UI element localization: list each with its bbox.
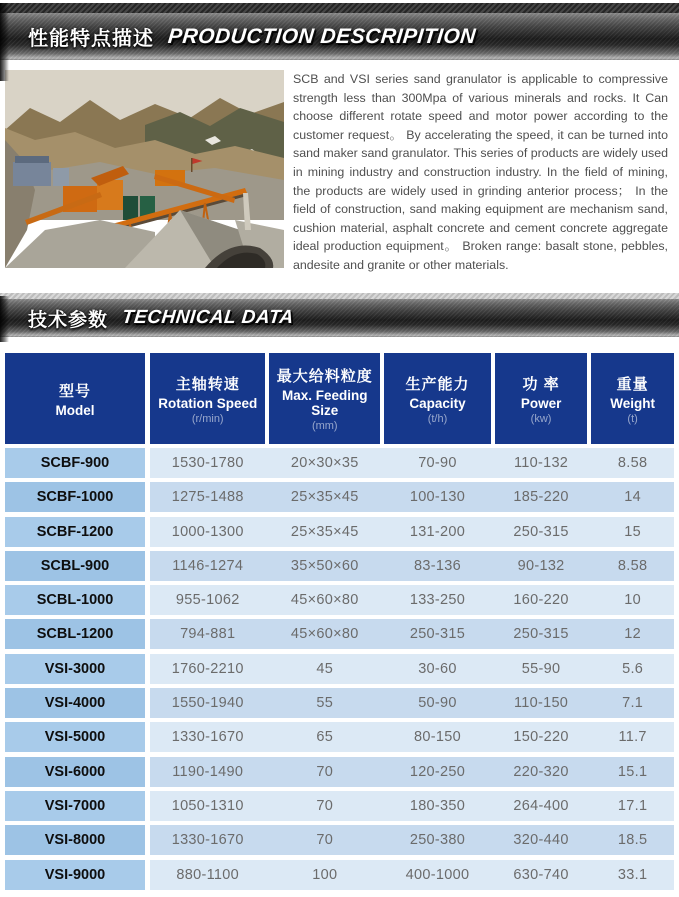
header-cell-model [5, 353, 145, 444]
value-cell: 50-90 [418, 695, 457, 712]
table-row [5, 448, 674, 478]
intro-section [0, 68, 679, 293]
page-edge-shadow-top [0, 3, 9, 81]
value-cell: 70 [316, 832, 334, 849]
value-cell: 100-130 [409, 489, 466, 506]
value-cell: 110-132 [513, 455, 569, 471]
row-values [150, 619, 674, 649]
value-cell: 45 [316, 660, 334, 677]
value-cell: 8.58 [617, 557, 648, 574]
value-cell: 65 [316, 729, 334, 746]
banner-title-english: PRODUCTION DESCRIPITION [166, 24, 478, 48]
model-cell: VSI-3000 [5, 654, 145, 684]
value-cell: 8.58 [617, 455, 648, 471]
value-cell: 70 [316, 763, 334, 780]
value-cell: 12 [624, 626, 641, 643]
model-cell: VSI-7000 [5, 791, 145, 821]
row-values [150, 551, 674, 581]
table-row [5, 860, 674, 890]
header-cell-capacity [384, 353, 491, 444]
value-cell: 83-136 [414, 557, 461, 574]
value-cell: 18.5 [617, 832, 648, 849]
header-en: Weight [610, 395, 655, 411]
value-cell: 11.7 [618, 729, 647, 746]
value-cell: 955-1062 [175, 592, 240, 609]
row-values [150, 757, 674, 787]
model-cell: VSI-4000 [5, 688, 145, 718]
value-cell: 35×50×60 [290, 557, 359, 574]
value-cell: 160-220 [513, 592, 569, 609]
value-cell: 185-220 [513, 489, 569, 506]
quarry-photo-illustration [5, 70, 284, 268]
header-subgrid [150, 353, 674, 444]
model-cell: SCBL-1000 [5, 585, 145, 615]
value-cell: 264-400 [513, 797, 569, 814]
header-zh: 主轴转速 [175, 375, 240, 393]
value-cell: 110-150 [513, 695, 569, 712]
value-cell: 90-132 [517, 557, 565, 574]
header-unit: (t) [627, 412, 638, 425]
value-cell: 1000-1300 [171, 523, 244, 540]
model-cell: SCBF-1200 [5, 517, 145, 547]
value-cell: 1550-1940 [171, 695, 244, 712]
production-description-banner [0, 3, 679, 60]
value-cell: 250-380 [409, 832, 466, 849]
value-cell: 320-440 [513, 832, 569, 849]
header-cell-power [495, 353, 587, 444]
value-cell: 10 [624, 592, 641, 609]
value-cell: 7.1 [622, 695, 644, 712]
value-cell: 20×30×35 [290, 455, 359, 471]
value-cell: 33.1 [617, 866, 648, 883]
value-cell: 80-150 [414, 729, 461, 746]
table-row [5, 551, 674, 581]
value-cell: 1050-1310 [171, 797, 244, 814]
table-row [5, 825, 674, 855]
header-en: Model [55, 402, 95, 418]
header-unit: (mm) [311, 420, 338, 432]
value-cell: 131-200 [409, 523, 466, 540]
row-values [150, 517, 674, 547]
value-cell: 45×60×80 [290, 626, 359, 643]
banner-bar [0, 299, 679, 337]
banner-bar [0, 13, 679, 60]
value-cell: 1530-1780 [171, 455, 244, 471]
header-zh: 生产能力 [405, 375, 470, 393]
value-cell: 70 [316, 797, 334, 814]
value-cell: 15 [624, 523, 641, 540]
row-values [150, 722, 674, 752]
table-body [5, 448, 674, 890]
header-unit: (kw) [530, 412, 552, 425]
value-cell: 1760-2210 [171, 660, 244, 677]
value-cell: 880-1100 [176, 866, 240, 883]
value-cell: 250-315 [513, 523, 569, 540]
model-cell: VSI-6000 [5, 757, 145, 787]
header-cell-rotation-speed [150, 353, 265, 444]
value-cell: 25×35×45 [290, 523, 359, 540]
row-values [150, 860, 674, 890]
value-cell: 150-220 [513, 729, 569, 746]
row-values [150, 585, 674, 615]
header-cell-weight [591, 353, 674, 444]
value-cell: 14 [624, 489, 641, 506]
header-zh: 重量 [616, 375, 649, 393]
header-en: Power [520, 395, 562, 411]
page-edge-shadow-middle [0, 296, 9, 342]
value-cell: 55 [316, 695, 334, 712]
value-cell: 100 [312, 866, 338, 883]
table-row [5, 619, 674, 649]
value-cell: 55-90 [521, 660, 561, 677]
value-cell: 250-315 [409, 626, 466, 643]
model-cell: VSI-5000 [5, 722, 145, 752]
header-cell-max-feeding-size [269, 353, 380, 444]
table-row [5, 688, 674, 718]
value-cell: 1330-1670 [171, 729, 244, 746]
table-row [5, 482, 674, 512]
value-cell: 17.1 [617, 797, 648, 814]
value-cell: 30-60 [418, 660, 457, 677]
quarry-production-line-photo [5, 70, 284, 268]
header-zh: 型号 [58, 382, 91, 400]
table-row [5, 757, 674, 787]
value-cell: 794-881 [180, 626, 236, 643]
model-cell: SCBL-1200 [5, 619, 145, 649]
table-header [5, 353, 674, 444]
product-description-text: SCB and VSI series sand granulator is applicable to compressive strength less than 300Mpa of various minerals and rocks. It Can choose different rotate speed and motor power according to the customer request。 By accelerating the speed, it can be turned into sand maker sand granulator. This series of products are widely used in mining industry and construction industry. In the field of mining, the products are widely used in grinding anterior process； In the field of construction, sand making equipment are mechanism sand, cushion material, asphalt concrete and cement concrete aggregate ideal production equipment。 Broken range: basalt stone, pebbles, andesite and granite or other materials. [293, 72, 668, 272]
banner-title-chinese: 技术参数 [28, 309, 109, 331]
banner-title-chinese: 性能特点描述 [28, 28, 154, 50]
header-zh: 功 率 [522, 375, 560, 393]
header-en: Max. Feeding Size [282, 388, 368, 418]
table-row [5, 585, 674, 615]
value-cell: 400-1000 [405, 866, 470, 883]
row-values [150, 825, 674, 855]
header-en: Rotation Speed [158, 395, 258, 411]
value-cell: 1275-1488 [171, 489, 244, 506]
header-zh: 最大给料粒度 [276, 368, 373, 385]
value-cell: 120-250 [409, 763, 466, 780]
model-cell: SCBF-900 [5, 448, 145, 478]
table-row [5, 722, 674, 752]
technical-data-banner [0, 293, 679, 337]
value-cell: 1190-1490 [172, 763, 244, 780]
model-cell: SCBL-900 [5, 551, 145, 581]
value-cell: 220-320 [513, 763, 569, 780]
row-values [150, 791, 674, 821]
row-values [150, 688, 674, 718]
value-cell: 1146-1274 [172, 557, 244, 574]
banner-hatch-strip [0, 3, 679, 13]
table-row [5, 517, 674, 547]
value-cell: 180-350 [409, 797, 466, 814]
value-cell: 45×60×80 [290, 592, 359, 609]
banner-title-english: TECHNICAL DATA [120, 307, 295, 328]
value-cell: 5.6 [622, 660, 644, 677]
header-unit: (r/min) [191, 412, 224, 425]
row-values [150, 482, 674, 512]
header-en: Capacity [409, 395, 466, 411]
table-row [5, 654, 674, 684]
row-values [150, 448, 674, 478]
header-unit: (t/h) [427, 412, 448, 425]
technical-data-table [5, 353, 674, 890]
row-values [150, 654, 674, 684]
value-cell: 70-90 [418, 455, 457, 471]
value-cell: 1330-1670 [171, 832, 244, 849]
value-cell: 630-740 [513, 866, 569, 883]
table-row [5, 791, 674, 821]
value-cell: 250-315 [513, 626, 569, 643]
model-cell: VSI-9000 [5, 860, 145, 890]
value-cell: 25×35×45 [290, 489, 359, 506]
value-cell: 15.1 [617, 763, 648, 780]
model-cell: SCBF-1000 [5, 482, 145, 512]
value-cell: 133-250 [409, 592, 466, 609]
model-cell: VSI-8000 [5, 825, 145, 855]
